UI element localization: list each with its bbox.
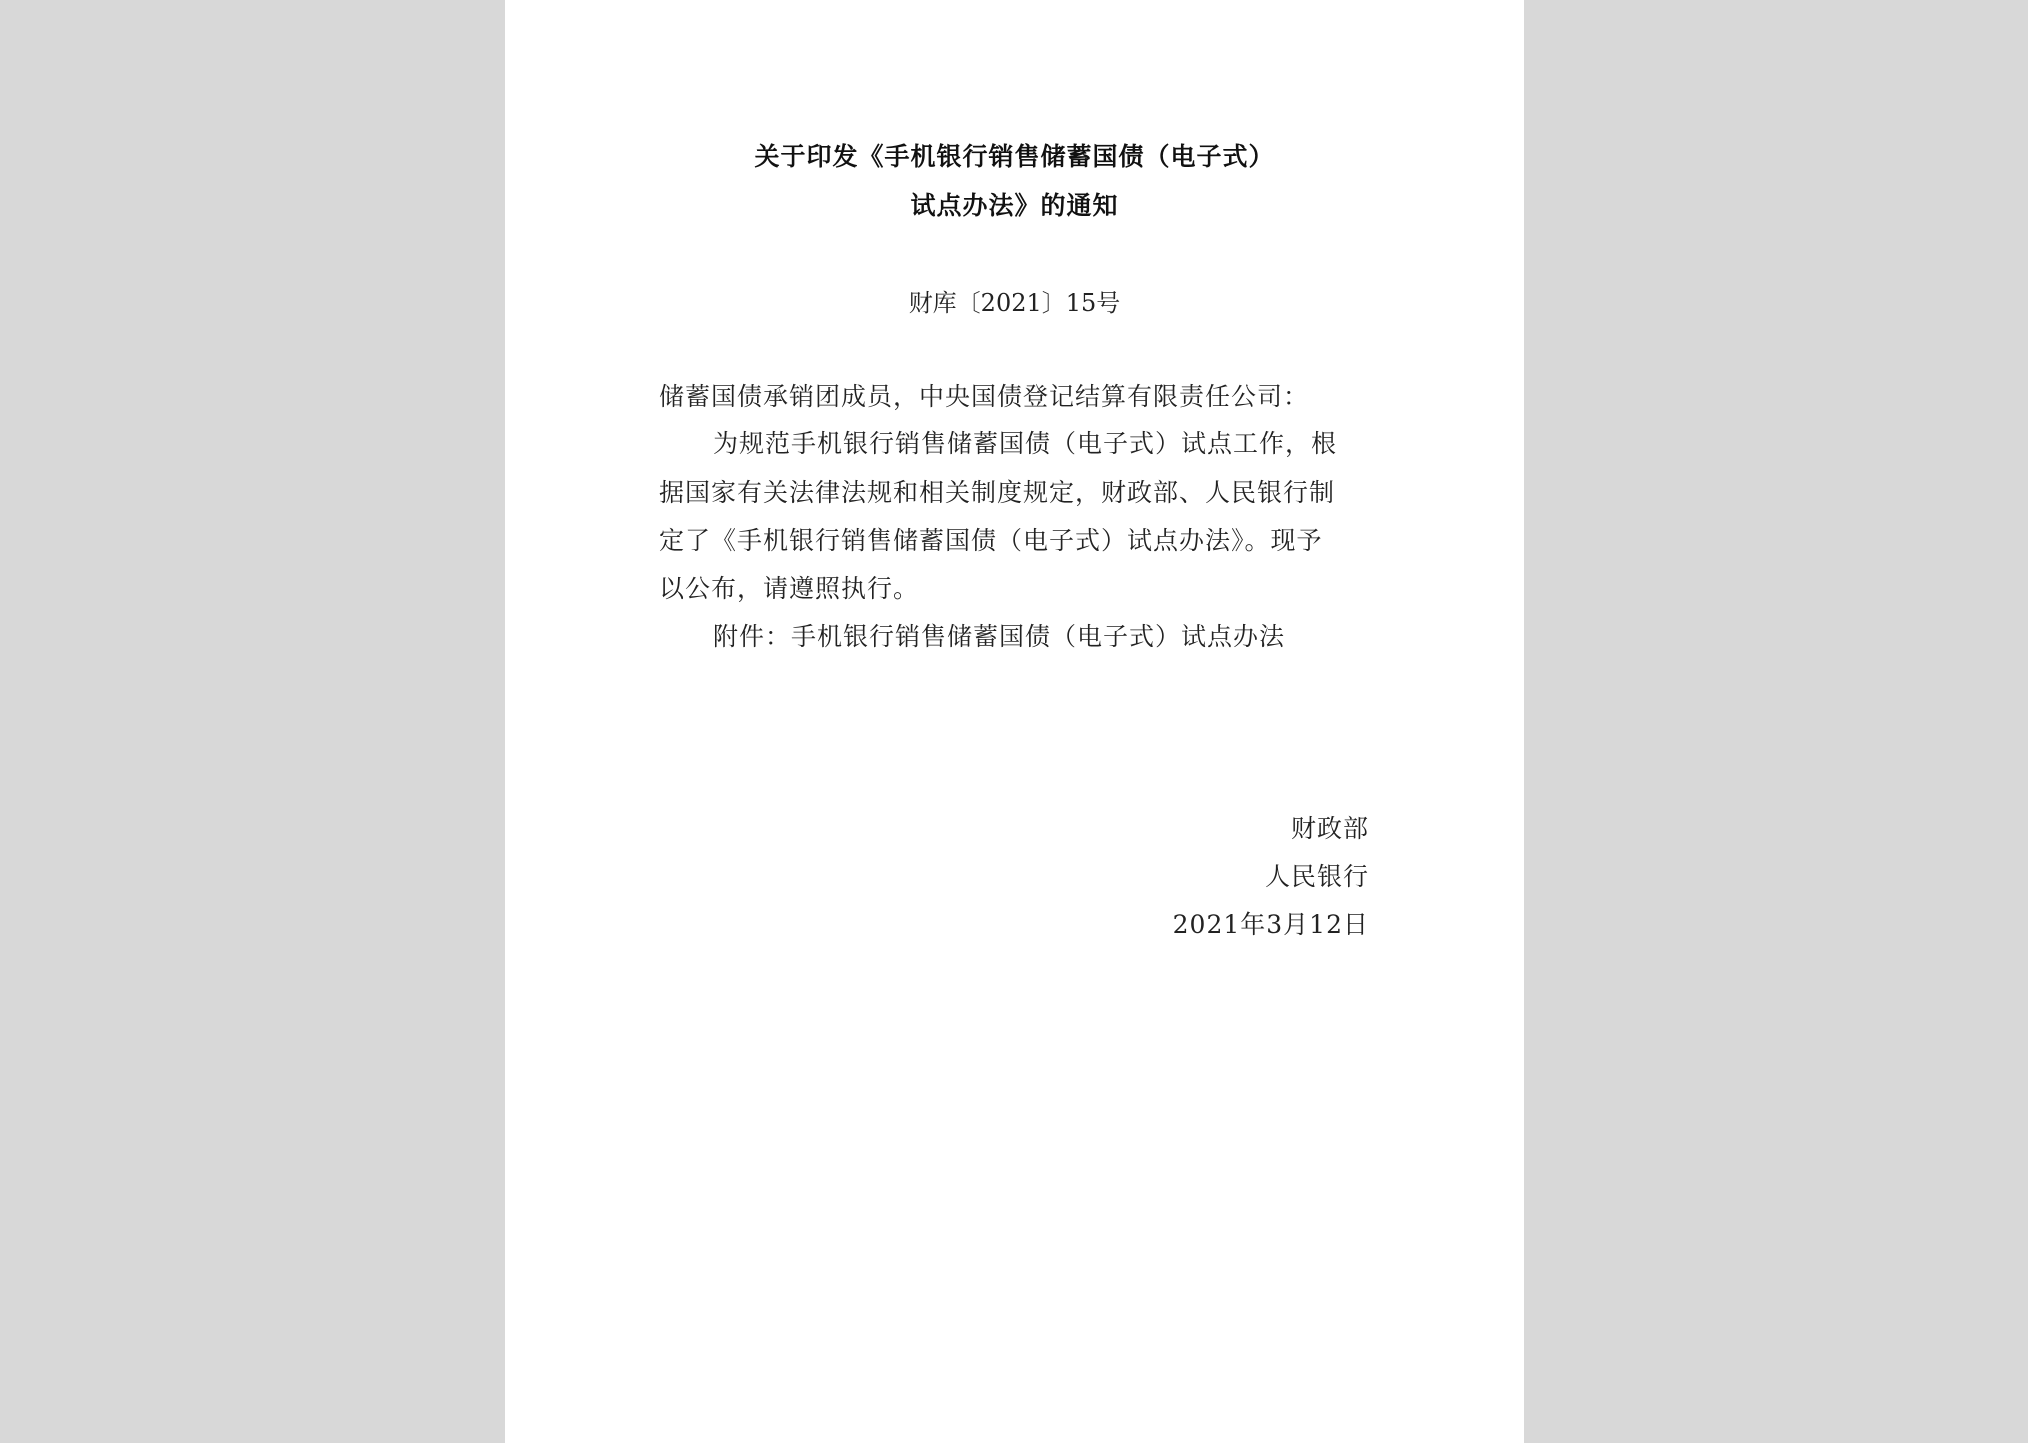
issuer-peoples-bank: 人民银行: [1264, 862, 1369, 891]
body-line: 据国家有关法律法规和相关制度规定，财政部、人民银行制: [659, 478, 1336, 507]
body-line: 定了《手机银行销售储蓄国债（电子式）试点办法》。现予: [659, 526, 1323, 555]
attachment-line: 附件：手机银行销售储蓄国债（电子式）试点办法: [713, 622, 1286, 651]
document-page: [505, 0, 1524, 1443]
body-line: 以公布，请遵照执行。: [659, 574, 920, 603]
issuer-ministry-of-finance: 财政部: [1290, 814, 1369, 843]
document-number: 财库〔2021〕15号: [908, 289, 1121, 317]
body-line: 为规范手机银行销售储蓄国债（电子式）试点工作，根: [713, 429, 1338, 458]
addressee: 储蓄国债承销团成员，中央国债登记结算有限责任公司：: [659, 382, 1310, 411]
document-title-line-1: 关于印发《手机银行销售储蓄国债（电子式）: [754, 142, 1275, 171]
document-title-line-2: 试点办法》的通知: [910, 191, 1119, 220]
issue-date: 2021年3月12日: [1172, 910, 1369, 939]
